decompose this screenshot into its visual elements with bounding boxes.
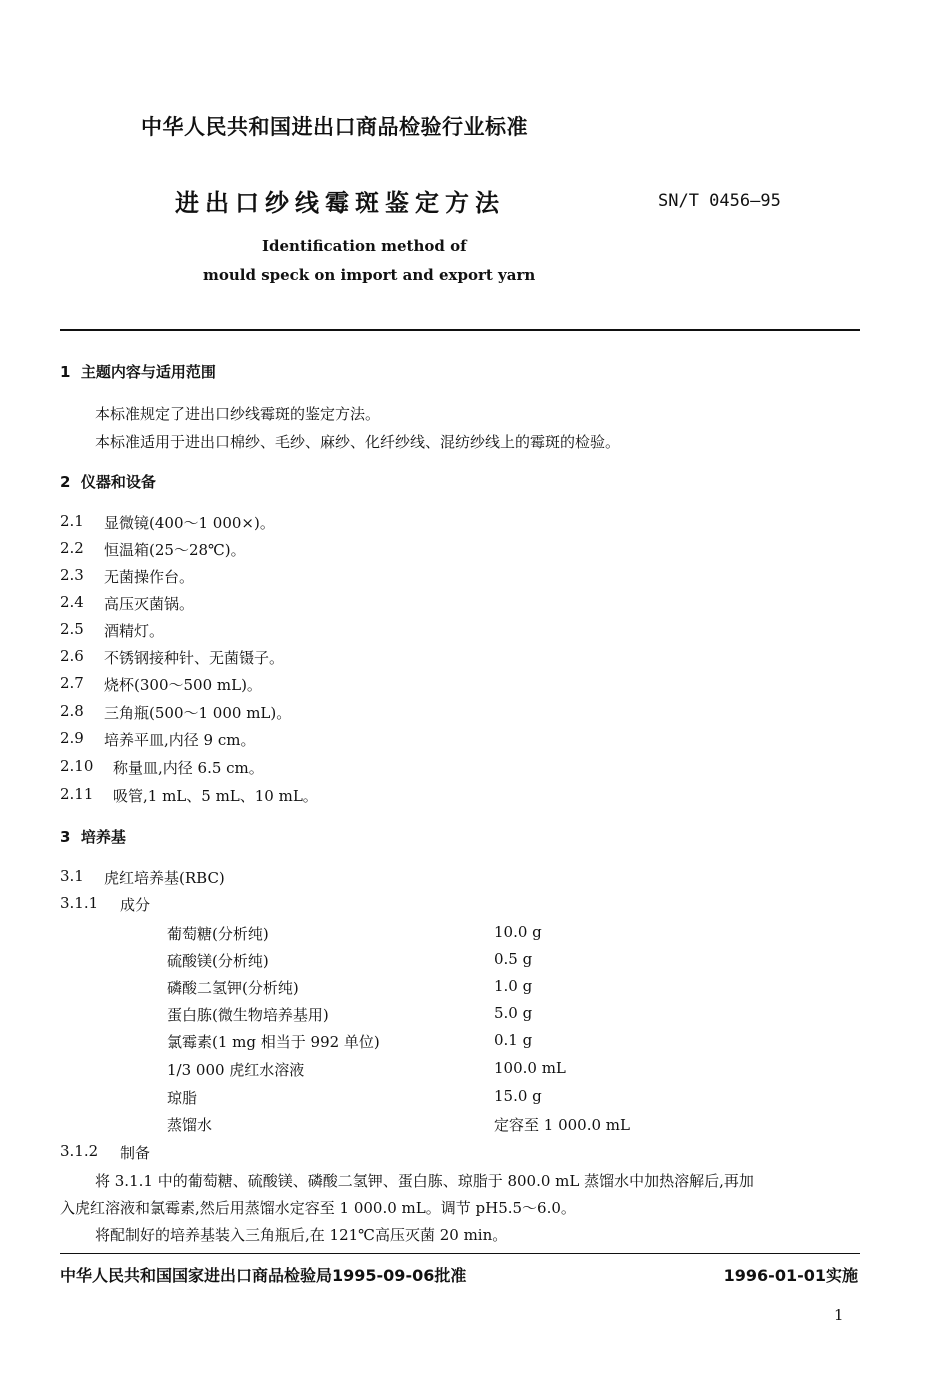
subsection-3-1-2 bbox=[60, 1142, 151, 1162]
section3-heading: 3 培养基 bbox=[60, 828, 126, 846]
list-item bbox=[60, 785, 318, 805]
item-number: 2.7 bbox=[60, 674, 84, 692]
list-item bbox=[60, 620, 165, 640]
section1-para1: 本标准规定了进出口纱线霉斑的鉴定方法。 bbox=[95, 405, 381, 423]
subsection-number: 3.1.2 bbox=[60, 1142, 99, 1160]
list-item bbox=[60, 702, 292, 722]
table-row bbox=[167, 1004, 533, 1025]
item-number: 2.5 bbox=[60, 620, 84, 638]
list-item bbox=[60, 566, 195, 586]
subsection-title: 制备 bbox=[120, 1144, 151, 1162]
ingredient-amount: 10.0 g bbox=[494, 923, 542, 941]
table-row bbox=[167, 1059, 566, 1080]
effective-date: 1996-01-01实施 bbox=[723, 1266, 858, 1285]
ingredient-name: 1/3 000 虎红水溶液 bbox=[167, 1061, 305, 1079]
item-number: 2.9 bbox=[60, 729, 84, 747]
title-en-line1: Identification method of bbox=[262, 237, 467, 255]
item-number: 2.3 bbox=[60, 566, 84, 584]
section1-para2: 本标准适用于进出口棉纱、毛纱、麻纱、化纤纱线、混纺纱线上的霉斑的检验。 bbox=[95, 433, 621, 451]
standard-code: SN/T 0456—95 bbox=[658, 191, 781, 211]
table-row bbox=[167, 1031, 533, 1052]
prep-line-2: 入虎红溶液和氯霉素,然后用蒸馏水定容至 1 000.0 mL。调节 pH5.5～6.0。 bbox=[60, 1199, 576, 1217]
footer-rule bbox=[60, 1253, 860, 1254]
item-number: 2.4 bbox=[60, 593, 84, 611]
header-rule bbox=[60, 329, 860, 331]
item-number: 2.2 bbox=[60, 539, 84, 557]
table-row bbox=[167, 1114, 630, 1135]
subsection-3-1 bbox=[60, 867, 225, 887]
table-row bbox=[167, 923, 542, 944]
item-number: 2.1 bbox=[60, 512, 84, 530]
subsection-title: 虎红培养基(RBC) bbox=[104, 869, 225, 887]
item-number: 2.10 bbox=[60, 757, 94, 775]
section1-heading: 1 主题内容与适用范围 bbox=[60, 363, 216, 381]
ingredient-name: 琼脂 bbox=[167, 1089, 198, 1107]
ingredient-name: 蒸馏水 bbox=[167, 1116, 213, 1134]
list-item bbox=[60, 512, 275, 532]
ingredient-amount: 0.5 g bbox=[494, 950, 533, 968]
item-text: 恒温箱(25～28℃)。 bbox=[104, 541, 246, 559]
approval-line: 中华人民共和国国家进出口商品检验局1995-09-06批准 bbox=[60, 1266, 467, 1285]
item-number: 2.11 bbox=[60, 785, 94, 803]
item-text: 酒精灯。 bbox=[104, 622, 165, 640]
ingredient-amount: 5.0 g bbox=[494, 1004, 533, 1022]
item-text: 称量皿,内径 6.5 cm。 bbox=[113, 759, 264, 777]
item-text: 培养平皿,内径 9 cm。 bbox=[104, 731, 256, 749]
ingredient-amount: 100.0 mL bbox=[494, 1059, 566, 1077]
item-text: 高压灭菌锅。 bbox=[104, 595, 195, 613]
subsection-title: 成分 bbox=[120, 896, 151, 914]
item-text: 三角瓶(500～1 000 mL)。 bbox=[104, 704, 292, 722]
list-item bbox=[60, 539, 246, 559]
list-item bbox=[60, 647, 285, 667]
item-text: 无菌操作台。 bbox=[104, 568, 195, 586]
org-title: 中华人民共和国进出口商品检验行业标准 bbox=[141, 115, 528, 139]
title-en-line2: mould speck on import and export yarn bbox=[203, 266, 536, 284]
ingredient-name: 蛋白胨(微生物培养基用) bbox=[167, 1006, 329, 1024]
subsection-3-1-1 bbox=[60, 894, 151, 914]
ingredient-name: 葡萄糖(分析纯) bbox=[167, 925, 269, 943]
item-text: 烧杯(300～500 mL)。 bbox=[104, 676, 262, 694]
subsection-number: 3.1.1 bbox=[60, 894, 99, 912]
item-text: 不锈钢接种针、无菌镊子。 bbox=[104, 649, 285, 667]
item-number: 2.6 bbox=[60, 647, 84, 665]
page-number: 1 bbox=[834, 1306, 844, 1324]
item-text: 显微镜(400～1 000×)。 bbox=[104, 514, 275, 532]
ingredient-name: 氯霉素(1 mg 相当于 992 单位) bbox=[167, 1033, 380, 1051]
table-row bbox=[167, 1087, 542, 1108]
prep-line-1: 将 3.1.1 中的葡萄糖、硫酸镁、磷酸二氢钾、蛋白胨、琼脂于 800.0 mL 蒸馏水中加热溶解后,再加 bbox=[95, 1172, 754, 1190]
subsection-number: 3.1 bbox=[60, 867, 84, 885]
table-row bbox=[167, 950, 533, 971]
ingredient-amount: 定容至 1 000.0 mL bbox=[494, 1116, 630, 1134]
section2-heading: 2 仪器和设备 bbox=[60, 473, 156, 491]
list-item bbox=[60, 674, 262, 694]
list-item bbox=[60, 757, 264, 777]
doc-title-cn: 进出口纱线霉斑鉴定方法 bbox=[175, 189, 505, 217]
ingredient-amount: 15.0 g bbox=[494, 1087, 542, 1105]
list-item bbox=[60, 729, 256, 749]
item-text: 吸管,1 mL、5 mL、10 mL。 bbox=[113, 787, 318, 805]
ingredient-amount: 0.1 g bbox=[494, 1031, 533, 1049]
list-item bbox=[60, 593, 195, 613]
prep-line-3: 将配制好的培养基装入三角瓶后,在 121℃高压灭菌 20 min。 bbox=[95, 1226, 508, 1244]
item-number: 2.8 bbox=[60, 702, 84, 720]
ingredient-amount: 1.0 g bbox=[494, 977, 533, 995]
ingredient-name: 硫酸镁(分析纯) bbox=[167, 952, 269, 970]
ingredient-name: 磷酸二氢钾(分析纯) bbox=[167, 979, 299, 997]
table-row bbox=[167, 977, 533, 998]
